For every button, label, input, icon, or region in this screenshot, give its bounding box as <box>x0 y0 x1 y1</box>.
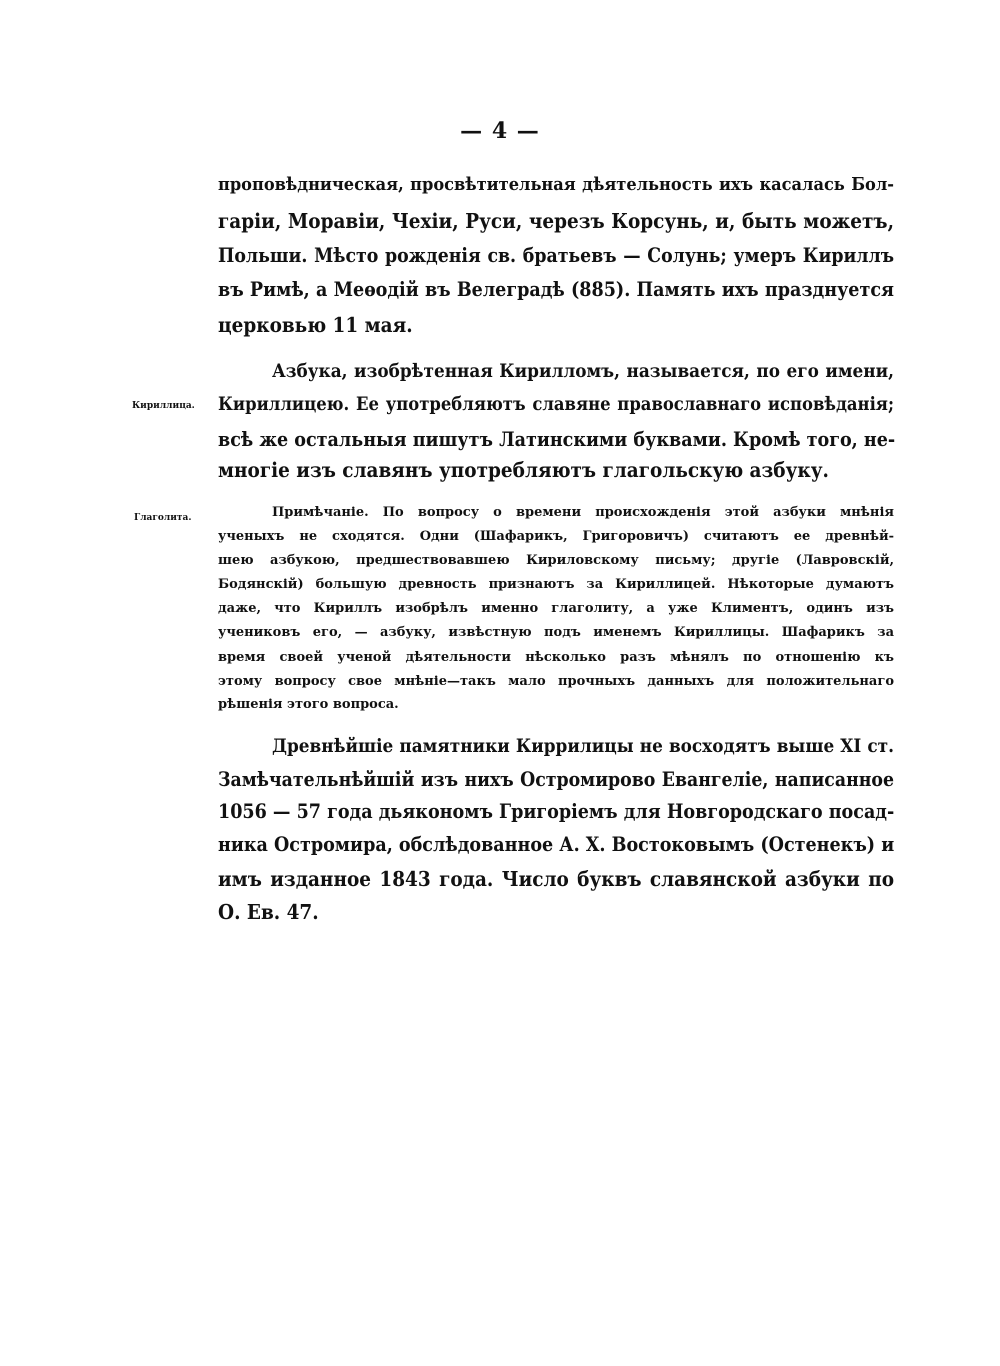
text-line: Кириллицею. Ее употребляютъ славяне православнаго исповѣданія; <box>218 394 894 415</box>
text-line: многіе изъ славянъ употребляютъ глагольскую азбуку. <box>218 458 829 482</box>
text-line: гаріи, Моравіи, Чехіи, Руси, черезъ Корсунь, и, быть можетъ, <box>218 209 894 233</box>
note-line: рѣшенія этого вопроса. <box>218 697 399 712</box>
note-line: этому вопросу свое мнѣніе—такъ мало прочныхъ данныхъ для положительнаго <box>218 674 894 689</box>
note-line: даже, что Кириллъ изобрѣлъ именно глаголиту, а уже Климентъ, одинъ изъ <box>218 601 894 616</box>
note-line: время своей ученой дѣятельности нѣсколько разъ мѣнялъ по отношенію къ <box>218 650 894 665</box>
text-line: Древнѣйшіе памятники Киррилицы не восходятъ выше XI ст. <box>272 735 894 757</box>
note-line: учениковъ его, — азбуку, извѣстную подъ именемъ Кириллицы. Шафарикъ за <box>218 625 894 640</box>
text-line: 1056 — 57 года дьякономъ Григоріемъ для Новгородскаго посад- <box>218 800 895 823</box>
text-line: ника Остромира, обслѣдованное А. Х. Востоковымъ (Остенекъ) и <box>218 833 895 856</box>
text-line: Польши. Мѣсто рожденія св. братьевъ — Солунь; умеръ Кириллъ <box>218 244 894 267</box>
text-line: проповѣдническая, просвѣтительная дѣятельность ихъ касалась Бол- <box>218 174 894 195</box>
text-line: имъ изданное 1843 года. Число буквъ славянской азбуки по <box>218 867 894 891</box>
note-line: шею азбукою, предшествовавшею Кириловскому письму; другіе (Лавровскій, <box>218 553 894 568</box>
text-line: церковью 11 мая. <box>218 313 413 337</box>
text-line: Азбука, изобрѣтенная Кирилломъ, называется, по его имени, <box>272 360 894 382</box>
note-line: Бодянскій) большую древность признаютъ за Кириллицей. Нѣкоторые думаютъ <box>218 577 894 592</box>
note-line: ученыхъ не сходятся. Одни (Шафарикъ, Григоровичъ) считаютъ ее древнѣй- <box>218 529 894 544</box>
margin-label-kirillica: Кириллица. <box>132 401 195 411</box>
note-line: Примѣчаніе. По вопросу о времени происхожденія этой азбуки мнѣнія <box>272 505 894 520</box>
text-line: въ Римѣ, а Меѳодій въ Велеградѣ (885). Память ихъ празднуется <box>218 278 894 301</box>
text-line: Замѣчательнѣйшій изъ нихъ Остромирово Евангеліе, написанное <box>218 768 894 791</box>
text-line: О. Ев. 47. <box>218 900 319 924</box>
page-number: — 4 — <box>460 118 540 144</box>
text-line: всѣ же остальныя пишутъ Латинскими буквами. Кромѣ того, не- <box>218 428 896 451</box>
margin-label-glagolita: Глаголита. <box>134 513 192 523</box>
